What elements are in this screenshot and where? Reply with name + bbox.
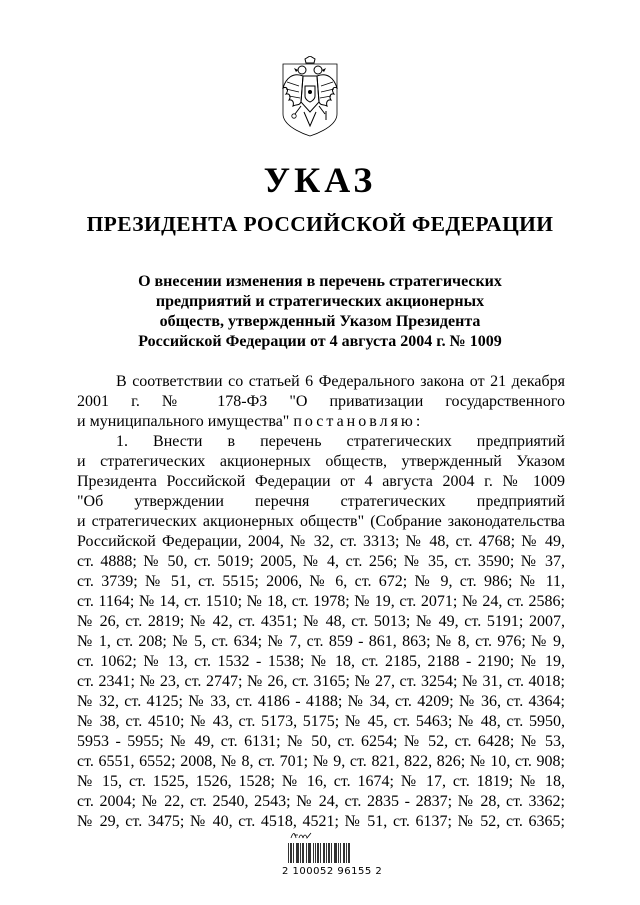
heading-line: Российской Федерации от 4 августа 2004 г. № 1009 [138,333,502,350]
barcode-icon [288,843,350,863]
body-line: № 38, ст. 4510; № 43, ст. 5173, 5175; № 45, ст. 5463; № 48, ст. 5950, [77,713,565,730]
body-line: 5953 - 5955; № 49, ст. 6131; № 50, ст. 6254; № 52, ст. 6428; № 53, [77,733,565,750]
body-line: Российской Федерации, 2004, № 32, ст. 3313; № 48, ст. 4768; № 49, [77,533,565,550]
body-line: № 1, ст. 208; № 5, ст. 634; № 7, ст. 859 - 861, 863; № 8, ст. 976; № 9, [77,633,565,650]
body-line: № 26, ст. 2819; № 42, ст. 4351; № 48, ст. 5013; № 49, ст. 5191; 2007, [77,613,565,630]
body-line: ст. 1062; № 13, ст. 1532 - 1538; № 18, ст. 2185, 2188 - 2190; № 19, [77,653,565,670]
heading-line: предприятий и стратегических акционерных [155,293,485,310]
heading-line: О внесении изменения в перечень стратегических [138,273,502,290]
document-subtitle: ПРЕЗИДЕНТА РОССИЙСКОЙ ФЕДЕРАЦИИ [86,212,554,236]
body-line: ст. 2004; № 22, ст. 2540, 2543; № 24, ст. 2835 - 2837; № 28, ст. 3362; [77,793,565,810]
body-line: Президента Российской Федерации от 4 августа 2004 г. № 1009 [77,473,565,490]
body-line: ст. 2341; № 23, ст. 2747; № 26, ст. 3165; № 27, ст. 3254; № 31, ст. 4018; [77,673,565,690]
barcode-number: 2 100052 96155 2 [282,866,383,877]
body-line: № 32, ст. 4125; № 33, ст. 4186 - 4188; № 34, ст. 4209; № 36, ст. 4364; [77,693,565,710]
body-line: В соответствии со статьей 6 Федерального закона от 21 декабря [116,373,565,390]
handwritten-mark-icon [290,830,312,840]
decree-word: постановляю: [293,413,424,430]
coat-of-arms-icon [281,56,339,138]
body-line: и стратегических акционерных обществ" (Собрание законодательства [77,513,565,530]
body-line: ст. 3739; № 51, ст. 5515; 2006, № 6, ст. 672; № 9, ст. 986; № 11, [77,573,565,590]
body-line: ст. 4888; № 50, ст. 5019; 2005, № 4, ст. 256; № 35, ст. 3590; № 37, [77,553,565,570]
body-line: ст. 6551, 6552; 2008, № 8, ст. 701; № 9, ст. 821, 822, 826; № 10, ст. 908; [77,753,565,770]
body-line-text: и муниципального имущества" [77,413,290,430]
body-line: № 15, ст. 1525, 1526, 1528; № 16, ст. 1674; № 17, ст. 1819; № 18, [77,773,565,790]
body-line: и стратегических акционерных обществ, утвержденный Указом [77,453,565,470]
document-title: УКАЗ [263,160,377,200]
body-line: № 29, ст. 3475; № 40, ст. 4518, 4521; № 51, ст. 6137; № 52, ст. 6365; [77,813,565,830]
heading-line: обществ, утвержденный Указом Президента [159,313,481,330]
body-line: ст. 1164; № 14, ст. 1510; № 18, ст. 1978; № 19, ст. 2071; № 24, ст. 2586; [77,593,565,610]
body-line: "Об утверждении перечня стратегических предприятий [77,493,565,510]
body-line: 1. Внести в перечень стратегических предприятий [116,433,565,450]
decree-body [77,372,565,832]
decree-heading [0,272,640,352]
body-line [77,412,565,432]
body-line: 2001 г. № 178-ФЗ "О приватизации государственного [77,393,565,410]
